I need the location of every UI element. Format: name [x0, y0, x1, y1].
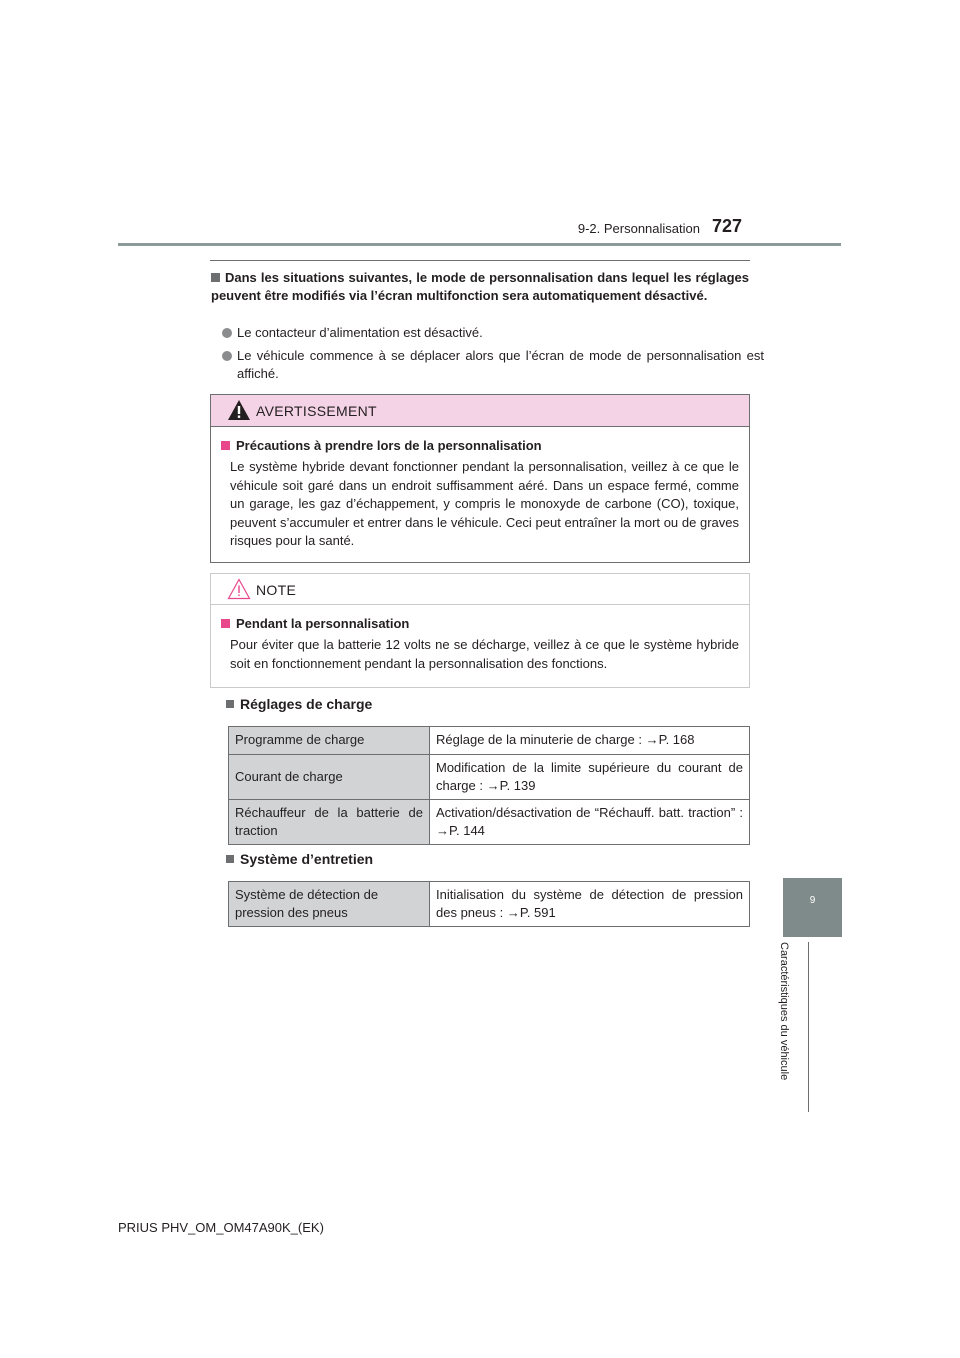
square-bullet-icon — [226, 855, 234, 863]
list-item-text: Le contacteur d’alimentation est désactivé. — [237, 325, 483, 340]
circle-bullet-icon — [222, 328, 232, 338]
table-cell: Modification de la limite supérieure du courant de charge : →P. 139 — [430, 755, 750, 800]
warning-box — [210, 394, 750, 563]
note-header — [211, 574, 749, 605]
chapter-side-label — [778, 942, 804, 1112]
list-item — [222, 324, 764, 342]
square-bullet-icon — [221, 619, 230, 628]
note-text: Pour éviter que la batterie 12 volts ne se décharge, veillez à ce que le système hybride soit en fonctionnement pendant la personnalisation des fonctions. — [230, 637, 739, 671]
maintenance-table — [228, 881, 750, 927]
table-cell: Courant de charge — [229, 755, 430, 800]
charge-heading — [226, 696, 372, 712]
header-rule — [118, 243, 841, 246]
chapter-tab[interactable] — [783, 878, 842, 937]
intro-title — [211, 269, 749, 305]
warning-title-text: Précautions à prendre lors de la personnalisation — [236, 438, 542, 453]
table-row — [229, 755, 750, 800]
table-cell: Programme de charge — [229, 727, 430, 755]
warning-triangle-icon — [227, 399, 251, 421]
table-row — [229, 882, 750, 927]
caution-triangle-icon — [227, 578, 251, 600]
square-bullet-icon — [211, 273, 220, 282]
circle-bullet-icon — [222, 351, 232, 361]
intro-title-text: Dans les situations suivantes, le mode de personnalisation dans lequel les réglages peuvent être modifiés via l’écran multifonction sera automatiquement désactivé. — [211, 270, 749, 303]
note-title-text: Pendant la personnalisation — [236, 616, 410, 631]
section-divider — [210, 260, 750, 261]
note-title — [221, 615, 739, 633]
list-item-text: Le véhicule commence à se déplacer alors que l’écran de mode de personnalisation est affiché. — [237, 348, 764, 381]
table-cell: Activation/désactivation de “Réchauff. batt. traction” : →P. 144 — [430, 800, 750, 845]
square-bullet-icon — [221, 441, 230, 450]
maintenance-heading — [226, 851, 373, 867]
list-item — [222, 347, 764, 383]
chapter-side-label-text: Caractéristiques du véhicule — [778, 942, 790, 1081]
table-row — [229, 727, 750, 755]
page-number: 727 — [712, 216, 743, 236]
square-bullet-icon — [226, 700, 234, 708]
table-cell: Réchauffeur de la batterie de traction — [229, 800, 430, 845]
maintenance-heading-text: Système d’entretien — [240, 851, 374, 867]
warning-header — [211, 395, 749, 427]
running-header-section: 9-2. Personnalisation — [577, 221, 700, 236]
side-rule — [808, 942, 809, 1112]
charge-table — [228, 726, 750, 845]
note-box — [210, 573, 750, 688]
note-label: NOTE — [256, 582, 297, 598]
warning-label: AVERTISSEMENT — [256, 403, 377, 419]
table-cell: Système de détection de pression des pneus — [229, 882, 430, 927]
chapter-number: 9 — [809, 895, 816, 906]
charge-heading-text: Réglages de charge — [240, 696, 373, 712]
table-row — [229, 800, 750, 845]
footer-code: PRIUS PHV_OM_OM47A90K_(EK) — [118, 1220, 324, 1235]
table-cell: Initialisation du système de détection de pression des pneus : →P. 591 — [430, 882, 750, 927]
warning-text: Le système hybride devant fonctionner pendant la personnalisation, veillez à ce que le véhicule soit garé dans un endroit suffisamment aéré. Dans un espace fermé, comme un garage, les gaz d’échappement, y compris le monoxyde de carbone (CO), toxique, peuvent s’accumuler et entrer dans le véhicule. Ceci peut entraîner la mort ou de graves risques pour la santé. — [230, 459, 739, 549]
warning-title — [221, 437, 739, 455]
table-cell: Réglage de la minuterie de charge : →P. 168 — [430, 727, 750, 755]
